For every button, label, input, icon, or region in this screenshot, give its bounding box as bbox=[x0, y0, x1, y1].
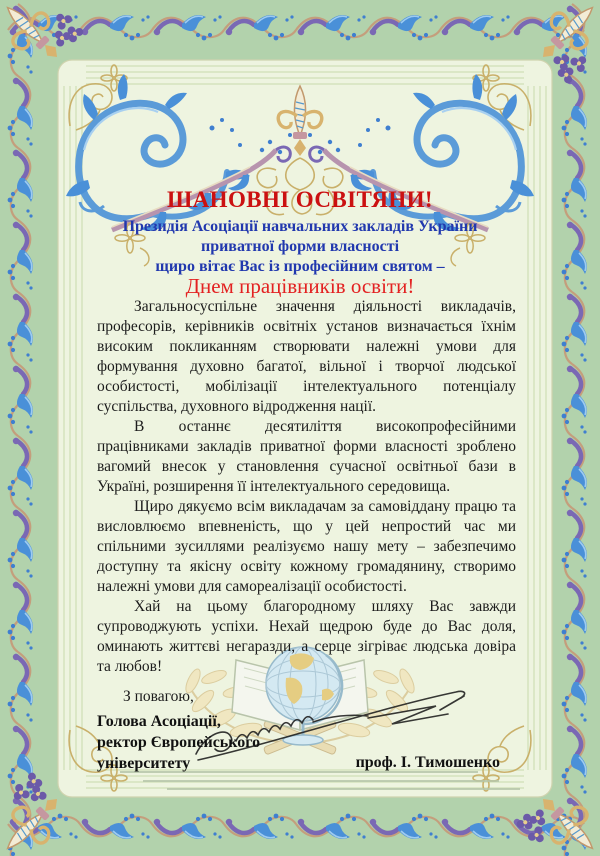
closing-line: З повагою, bbox=[123, 688, 194, 705]
paragraph: Загальносуспільне значення діяльності викладачів, професорів, керівників освітніх установ визначається їхнім високим покликанням створювати належні умови для формування духовно багатої, вільної і творчої людської особистості, мобілізації інтелектуального потенціалу суспільства, духовного відродження нації. bbox=[97, 298, 516, 415]
salutation-line-2: приватної форми власності bbox=[200, 238, 400, 255]
signatory-title-1: Голова Асоціації, bbox=[97, 713, 221, 730]
holiday-title: Днем працівників освіти! bbox=[185, 274, 415, 298]
page-title: ШАНОВНІ ОСВІТЯНИ! bbox=[167, 187, 433, 212]
signatory-title-3: університету bbox=[97, 755, 191, 772]
salutation-line-3: щиро вітає Вас із професійним святом – bbox=[155, 258, 445, 275]
paragraph: Щиро дякуємо всім викладачам за самовіддану працю та висловлюємо впевненість, що у цей непростий час ми спільними зусиллями реалізуємо нашу мету – забезпечимо доступну та якісну освіту кожному громадянину, створимо належні умови для самореалізації особистості. bbox=[97, 498, 516, 595]
signatory-title-2: ректор Європейського bbox=[97, 734, 261, 751]
salutation-line-1: Президія Асоціації навчальних закладів України bbox=[122, 218, 478, 235]
paragraph: В останнє десятиліття високопрофесійними працівниками закладів приватної форми власності зроблено вагомий внесок у становлення сучасної освітньої бази в Україні, розширення її інтелектуального середовища. bbox=[97, 418, 516, 495]
salutation-block bbox=[40, 217, 560, 277]
letter-body bbox=[97, 297, 516, 677]
paragraph: Хай на цьому благородному шляху Вас завжди супроводжують успіхи. Нехай щедрою буде до Вас доля, оминають життєві негаразди, а серце зігріває людська довіра та любов! bbox=[97, 598, 516, 675]
signatory-name: проф. І. Тимошенко bbox=[355, 754, 500, 771]
